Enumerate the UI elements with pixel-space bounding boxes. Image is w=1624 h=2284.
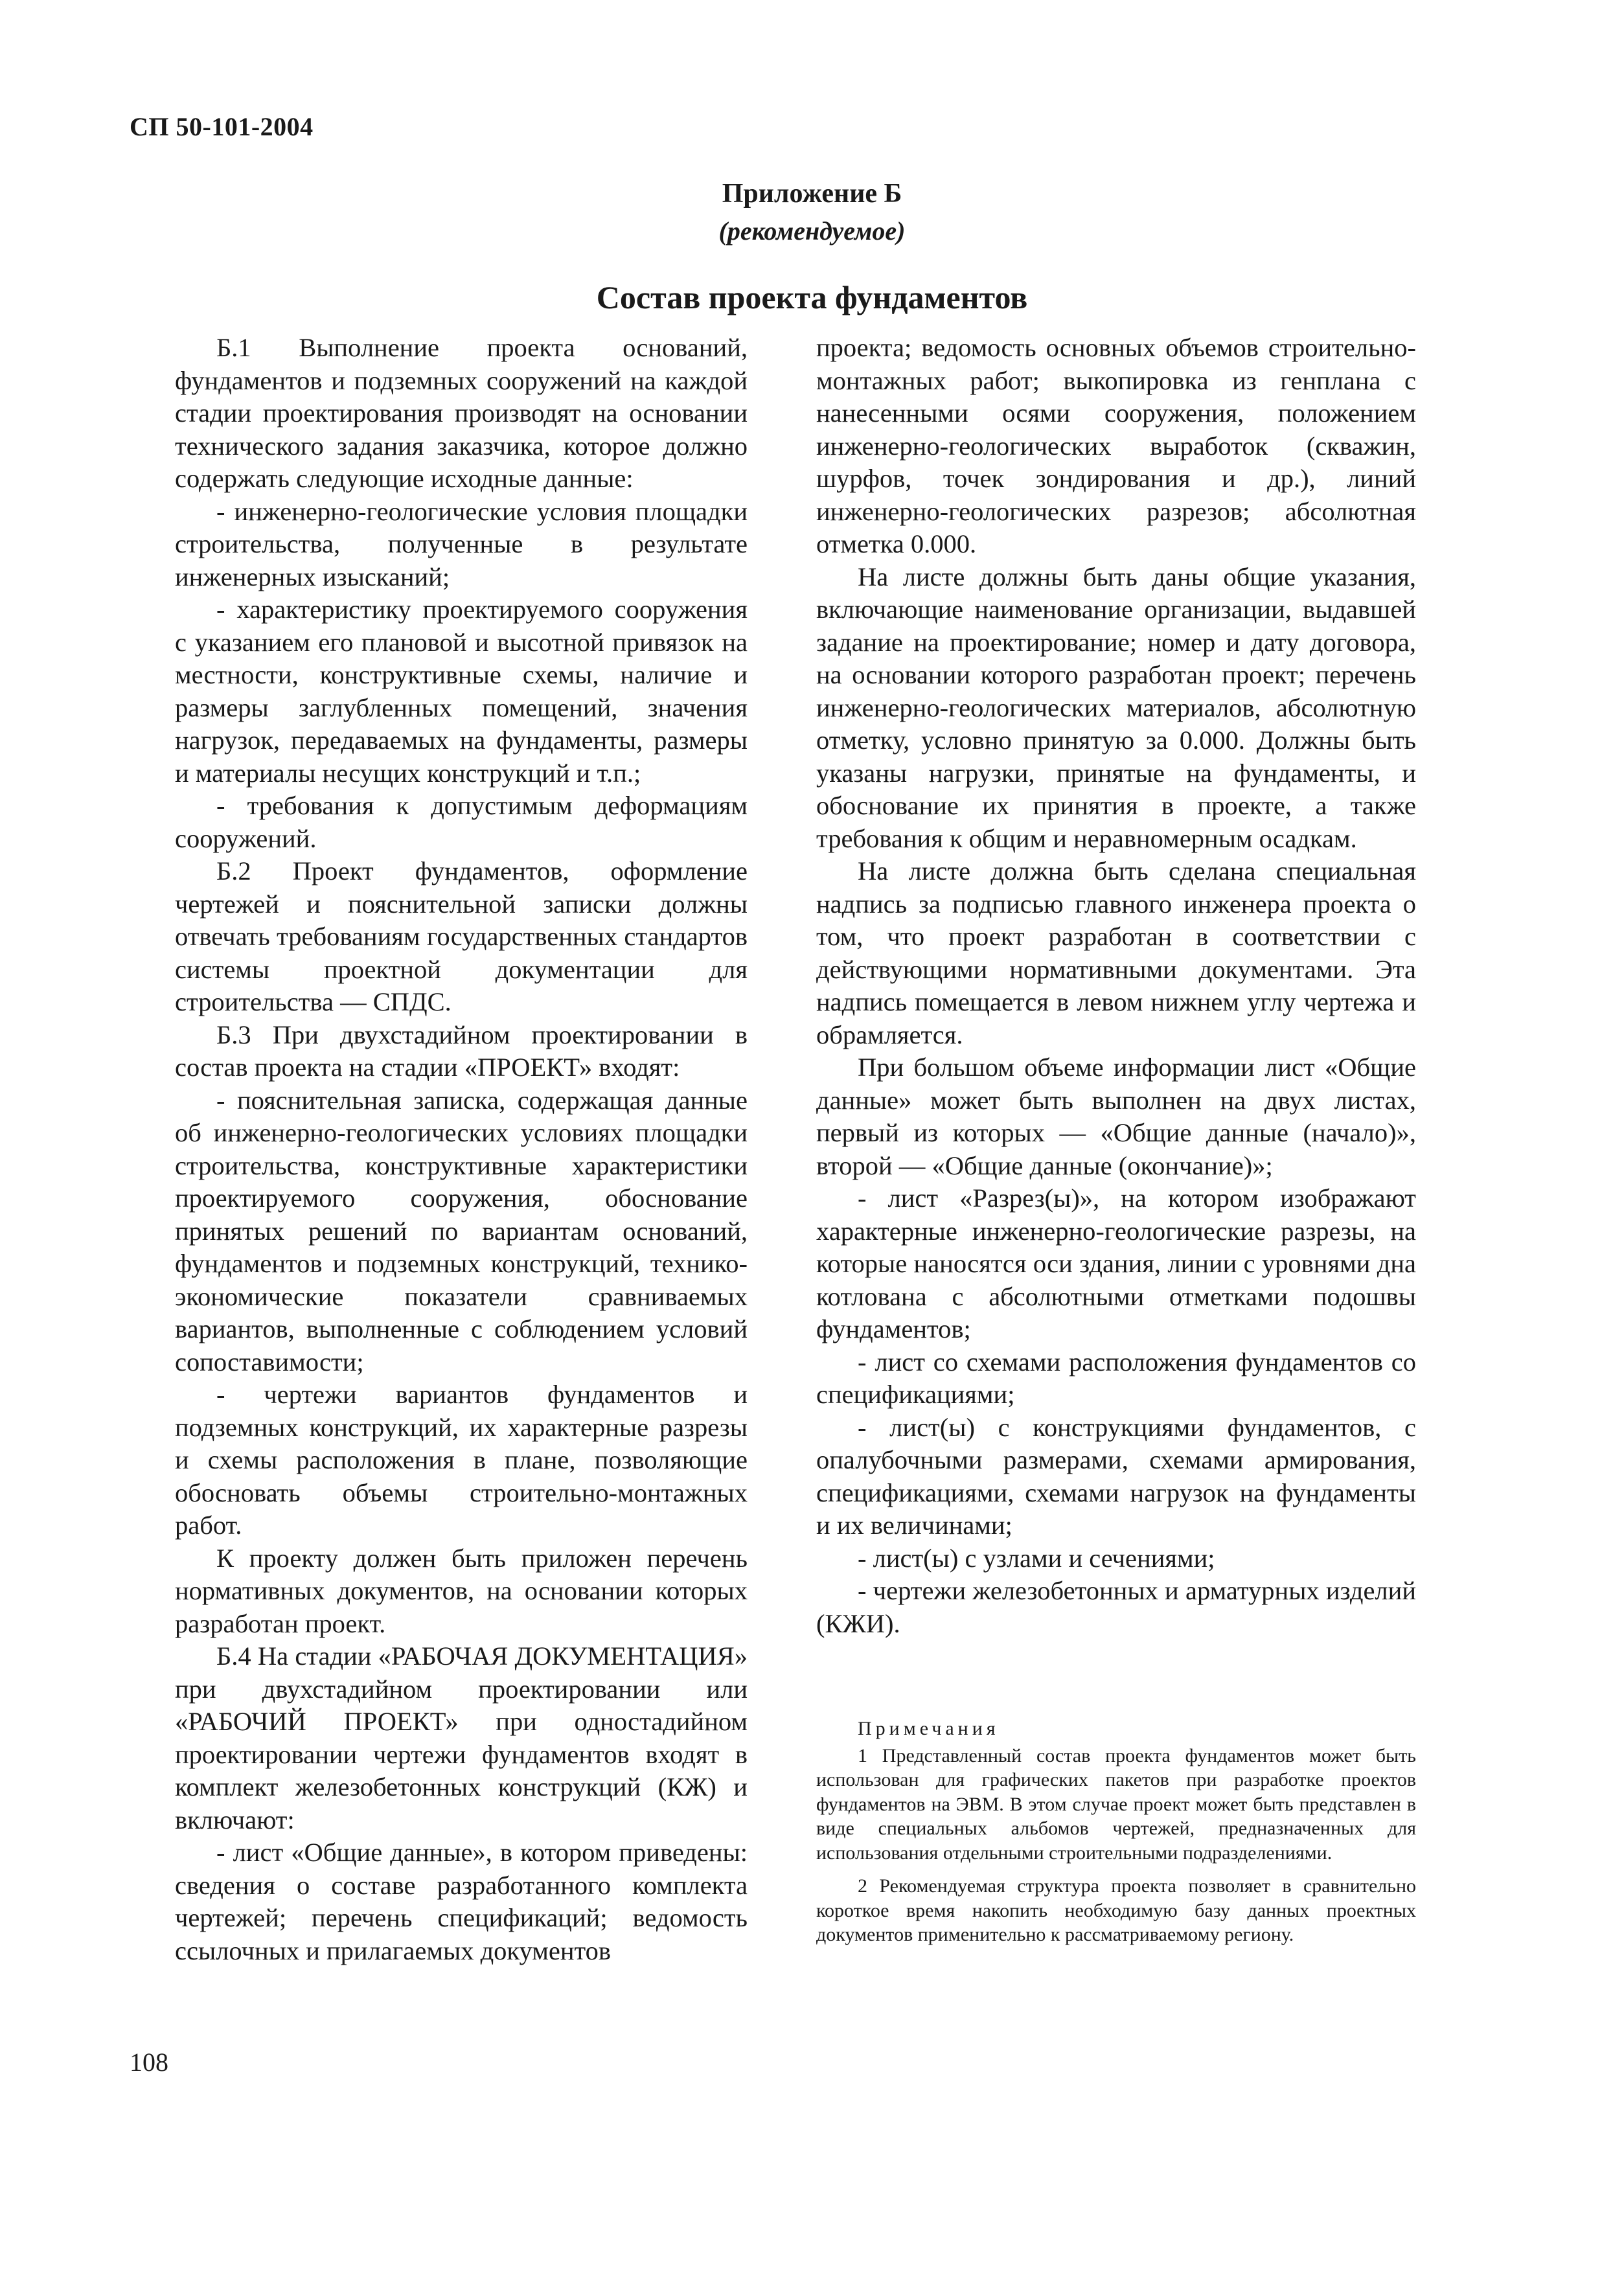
note-item: 1 Представленный состав проекта фундаментов может быть использован для графических пакетов при разработке проектов фундаментов на ЭВМ. В этом случае проект может быть представлен в виде специальных альбомов чертежей, предназначенных для использования отдельными строительными подразделениями. [816, 1744, 1416, 1864]
list-item: - инженерно-геологические условия площадки строительства, полученные в результате инженерных изысканий; [175, 496, 748, 591]
list-item: - чертежи железобетонных и арматурных изделий (КЖИ). [816, 1576, 1416, 1638]
paragraph: При большом объеме информации лист «Общие данные» может быть выполнен на двух листах, первый из которых — «Общие данные (начало)», второй — «Общие данные (окончание)»; [816, 1053, 1416, 1180]
list-item: - чертежи вариантов фундаментов и подземных конструкций, их характерные разрезы и схемы расположения в плане, позволяющие обосновать объемы строительно-монтажных работ. [175, 1380, 748, 1540]
page-number: 108 [130, 2048, 168, 2077]
list-item: - лист со схемами расположения фундаментов со спецификациями; [816, 1347, 1416, 1409]
list-item: - характеристику проектируемого сооружения с указанием его плановой и высотной привязок на местности, конструктивные схемы, наличие и размеры заглубленных помещений, значения нагрузок, передаваемых на фундаменты, размеры и материалы несущих конструкций и т.п.; [175, 595, 748, 788]
appendix-subtitle: (рекомендуемое) [718, 216, 906, 246]
list-item: - лист(ы) с конструкциями фундаментов, с опалубочными размерами, схемами армирования, спецификациями, схемами нагрузок на фундаменты и их величинами; [816, 1412, 1416, 1540]
appendix-title: Приложение Б [722, 179, 902, 209]
paragraph: Б.1 Выполнение проекта оснований, фундаментов и подземных сооружений на каждой стадии проектирования производят на основании технического задания заказчика, которое должно содержать следующие исходные данные: [175, 333, 748, 493]
paragraph: К проекту должен быть приложен перечень нормативных документов, на основании которых разработан проект. [175, 1543, 748, 1638]
paragraph: Б.4 На стадии «РАБОЧАЯ ДОКУМЕНТАЦИЯ» при двухстадийном проектировании или «РАБОЧИЙ ПРОЕКТ» при одностадийном проектировании чертежи фундаментов входят в комплект железобетонных конструкций (КЖ) и включают: [175, 1641, 748, 1834]
notes-heading: Примечания [858, 1718, 1000, 1739]
list-item: - лист «Общие данные», в котором приведены: сведения о составе разработанного комплекта чертежей; перечень спецификаций; ведомость ссылочных и прилагаемых документов [175, 1838, 748, 1965]
list-item: - пояснительная записка, содержащая данные об инженерно-геологических условиях площадки строительства, конструктивные характеристики проектируемого сооружения, обоснование принятых решений по вариантам оснований, фундаментов и подземных конструкций, технико-экономические показатели сравниваемых вариантов, выполненные с соблюдением условий сопоставимости; [175, 1085, 748, 1376]
paragraph: Б.2 Проект фундаментов, оформление чертежей и пояснительной записки должны отвечать требованиям государственных стандартов системы проектной документации для строительства — СПДС. [175, 856, 748, 1016]
list-item: - лист «Разрез(ы)», на котором изображают характерные инженерно-геологические разрезы, на которые наносятся оси здания, линии с уровнями дна котлована с абсолютными отметками подошвы фундаментов; [816, 1183, 1416, 1343]
list-item: - требования к допустимым деформациям сооружений. [175, 791, 748, 853]
section-title: Состав проекта фундаментов [596, 279, 1028, 315]
notes-block [816, 1717, 1416, 1947]
paragraph: На листе должны быть даны общие указания, включающие наименование организации, выдавшей задание на проектирование; номер и дату договора, на основании которого разработан проект; перечень инженерно-геологических материалов, абсолютную отметку, условно принятую за 0.000. Должны быть указаны нагрузки, принятые на фундаменты, и обоснование их принятия в проекте, а также требования к общим и неравномерным осадкам. [816, 562, 1416, 853]
right-column [816, 332, 1416, 1640]
paragraph: проекта; ведомость основных объемов строительно-монтажных работ; выкопировка из генплана с нанесенными осями сооружения, положением инженерно-геологических выработок (скважин, шурфов, точек зондирования и др.), линий инженерно-геологических разрезов; абсолютная отметка 0.000. [816, 333, 1416, 558]
appendix-heading [0, 175, 1624, 250]
list-item: - лист(ы) с узлами и сечениями; [858, 1543, 1215, 1573]
note-item: 2 Рекомендуемая структура проекта позволяет в сравнительно короткое время накопить необходимую базу данных проектных документов применительно к рассматриваемому региону. [816, 1875, 1416, 1945]
paragraph: Б.3 При двухстадийном проектировании в состав проекта на стадии «ПРОЕКТ» входят: [175, 1020, 748, 1082]
left-column [175, 332, 748, 1967]
paragraph: На листе должна быть сделана специальная надпись за подписью главного инженера проекта о том, что проект разработан в соответствии с действующими нормативными документами. Эта надпись помещается в левом нижнем углу чертежа и обрамляется. [816, 856, 1416, 1049]
document-code: СП 50-101-2004 [130, 112, 314, 141]
